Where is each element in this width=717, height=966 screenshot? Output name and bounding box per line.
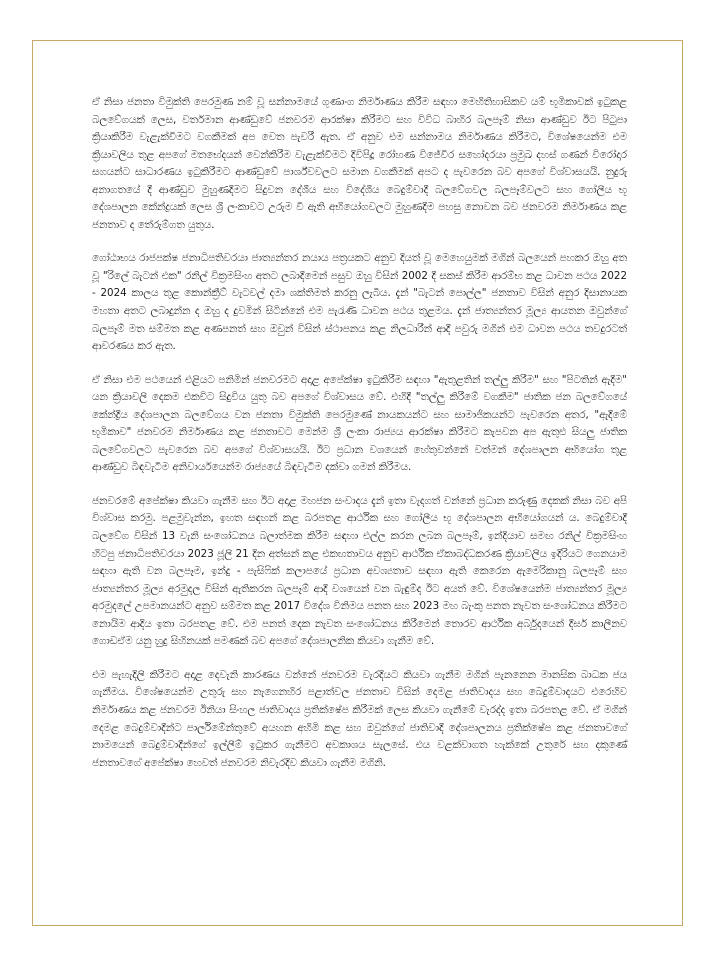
paragraph-1: ඒ නිසා ජනතා විමුක්ති පෙරමුණ නම් වූ සන්නාමයේ ගුණාංග නිර්මාණය කිරීම සඳහා මෙහිතිහාසිකව යම් භූමිකාවක් ඉටුකළ බලවේගයක් ලෙස, වර්තමාන ආණ්ඩුවේ ජනවරම ආරක්ෂා කිරීමට සහ විවිධ බාහිර බලපෑම් නිසා ආණ්ඩුව ඊට පිටුපා ක්‍රියාකිරීම වැළැක්වීමට වගකීමක් අප වෙත පැවරී ඇත. ඒ අනුව එම සන්නාමය නිර්මාණය කිරීමට, විශේෂයෙන්ම එම ක්‍රියාවලිය තුළ අපගේ මතභේදයන් වෙන්කිරීම වැළැක්වීමට දිවිපිදූ රෝහණ විජේවීර සහෝදරයා ප්‍රමුඛ දහස් ගණන් විරෝදාර සගයන්ට සාධාරණය ඉටුකිරීමට ආණ්ඩුවේ පාර්ශ්වවලට සමාන වගකීමක් අපට ද පැවරෙන බව අපගේ විශ්වාසයයි. නුදුරු අනාගතයේ දී ආණ්ඩුව මුහුණදීමට සිදුවන දේශීය සහ විදේශීය බෙදුම්වාදී බලවේගවල බලපෑම්වලට සහ ගෝලීය භූ දේශපාලන කේන්ද්‍රයක් ලෙස ශ්‍රී ලංකාවට උරුම වී ඇති අභියෝගවලට මුහුණදීම පහසු නොවන බව ජනවරම නිර්මාණය කළ ජනතාව ද තේරුම්ගත යුතුය. <box>92 96 627 231</box>
paragraph-5: එම පැහැදිලි කිරීමට අදාළ දෙවැනි කාරණය වන්නේ ජනවරම වැරදියට කියවා ගැනීම මගින් පැනනෙන මානසික බාධක ජය ගැනීමය. විශේෂයෙන්ම උතුරු සහ නැගෙනහිර පළාත්වල ජනතාව විසින් දෙමළ ජාතිවාදය සහ බෙදුම්වාදයට එරෙහිව නිර්මාණය කළ ජනවරම ඊනියා සිංහල ජාතිවාදය ප්‍රතික්ෂේප කිරීමක් ලෙස කියවා ගැනීමේ වැරද්ද ඉතා බරපතළ වේ. ඒ මගින් දෙමළ බෙදුම්වාදීන්ට පාර්ලිමේන්තුවේ අයහන අහිමි කළ සහ ඔවුන්ගේ ජාතිවාදී දේශපාලනය ප්‍රතික්ෂේප කළ ජනතාවගේ නාමයෙන් බෙදුම්වාදීන්ගේ ඉල්ලීම් ඉටුකර ගැනීමට අවකාශය සැලසේ. එය වළක්වාගත හැක්කේ උතුරේ සහ දකුණේ ජනතාවගේ අපේක්ෂා හෙවත් ජනවරම නිවැරදිව කියවා ගැනීම මගිනි. <box>92 668 627 769</box>
document-body <box>92 94 627 772</box>
paragraph-2: ගෝඨාභය රාජපක්ෂ ජනාධිපතිවරයා ජාත්‍යන්තර නයාය පත්‍රයකට අනුව දියත් වූ මෙහෙයුමක් මගින් බලයෙන් පහකර ඔහු අත වූ "රිලේ බැටන් එක" රනිල් වික්‍රමසිංහ අතට ලබාදීමෙන් පසුව ඔහු විසින් 2002 දී සකස් කිරීම ආරම්භ කළ ධාවන පථය 2022 - 2024 කාලය තුළ කොන්ක්‍රීට් වැටවල් දමා ශක්තිමත් කරනු ලැබීය. දැන් "බැටන් පොල්ල" ජනතාව විසින් අනුර දිසානායක මහතා අතට ලබාදුන්න ද ඔහු ද දුවමින් සිටින්නේ එම පැරැණි ධාවන පථය තුළමය. දැන් ජාත්‍යන්තර මූල්‍ය ආයතන ඔවුන්ගේ බලපෑම් මත සම්මත කළ අණපනත් සහ ඔවුන් විසින් ස්ථාපනය කළ නිලධාරීන් ආදී පවුරු මගින් එම ධාවන පථය තවදුරටත් ආවරණය කර ඇත. <box>92 252 627 353</box>
paragraph-4: ජනවරමේ අපේක්ෂා කියවා ගැනීම සහ ඊට අදාළ මහජන සංවාදය දැන් ඉතා වැදගත් වන්නේ ප්‍රධාන කරුණු දෙකක් නිසා බව අපි විශ්වාස කරමු. පළමුවැන්න, ඉහත සඳහන් කළ බරපතළ ආර්ථික සහ ගෝලීය භූ දේශපාලන අභියෝගයන් ය. බෙදුම්වාදී බලවේග විසින් 13 වැනි සංශෝධනය බලාත්මක කිරීම සඳහා එල්ල කරන ලබන බලපෑම්, ඉන්දියාව සමඟ රනිල් වික්‍රමසිංහ හිටපු ජනාධිපතිවරයා 2023 ජූලි 21 දින අත්සන් කළ එකඟතාවය අනුව ආර්ථික ඒකාබද්ධකරණ ක්‍රියාවලිය ඉදිරියට ගෙනයාම සඳහා ඇති වන බලපෑම, ඉන්දු - පැසිෆික් කලාපයේ ප්‍රධාන අවශ්‍යතාව සඳහා ඇති කෙරෙන ඇමෙරිකානු බලපෑම් සහ ජාත්‍යන්තර මූල්‍ය අරමුදල විසින් ඇතිකරන බලපෑම් ආදී වශයෙන් වන බැඳුම්ද ඊට අයත් වේ. විශේෂයෙන්ම ජාත්‍යන්තර මූල්‍ය අරමුදලේ උපමානයන්ට අනුව සම්මත කළ 2017 විදේශ විනිමය පනත සහ 2023 මහ බැංකු පනත නැවත සංශෝධනය කිරීමට නොයිම ආදිය ඉතා බරපතළ වේ. එම පනත් දෙක නැවත සංශෝධනය කිරීමෙන් තොරව ආර්ථික අර්බුදයෙන් දීර්ඝ කාලීනව ගොඩඒම යනු හුදු සිහිනයක් පමණක් බව අපගේ දේශපාලනික කියවා ගැනීම වේ. <box>92 494 627 648</box>
paragraph-3: ඒ නිසා එම පථයෙන් එළියට පනිමින් ජනවරමට අදාළ අපේක්ෂා ඉටුකිරීම සඳහා "ඇතුළතින් තල්ලු කිරීම" සහ "පිටතින් ඇදීම" යන ක්‍රියාවලි දෙකම එකවිට සිදුවිය යුතු බව අපගේ විශ්වාසය වේ. එහිදී "තල්ලු කිරීමේ වගකීම" ජාතික ජන බලවේගයේ කේන්ද්‍රීය දේශපාලන බලවේගය වන ජනතා විමුක්ති පෙරමුණේ නායකයන්ට සහ සාමාජිකයන්ට පැවරෙන අතර, "ඇදීමේ භූමිකාව" ජනවරම නිර්මාණය කළ ජනතාවට මෙන්ම ශ්‍රී ලංකා රාජ්‍යය ආරක්ෂා කිරීමට කැපවන අප ඇතුළු සියලු ජාතික බලවේගවලට පැවරෙන බව අපගේ විශ්වාසයයි. ඊට ප්‍රධාන වශයෙන් හේතුවන්නේ වත්මන් දේශපාලන අභියෝග තුළ ආණ්ඩුව බිඳවැටීම අනිවාර්යයෙන්ම රාජ්‍යයේ බිඳවැටීම දක්වා ගමන් කිරීමය. <box>92 373 627 474</box>
